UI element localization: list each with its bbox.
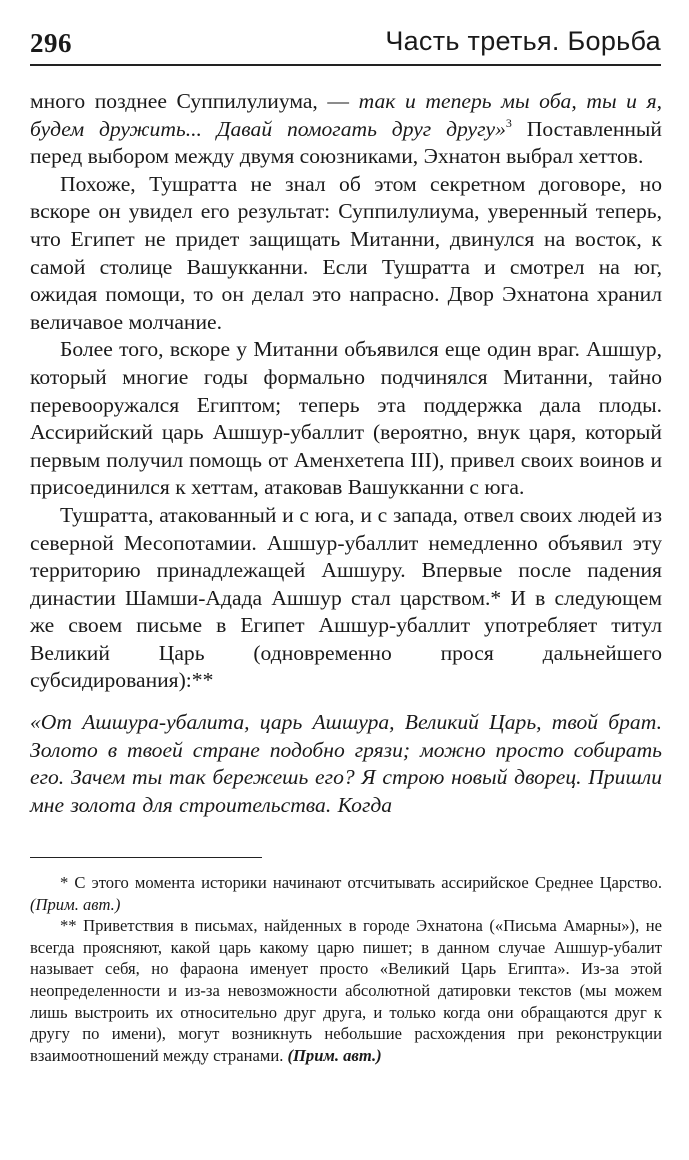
paragraph-text: много позднее Суппилулиума, — bbox=[30, 89, 359, 113]
paragraph-text: Поставленный перед выбором между двумя союзниками, Эхнатон выбрал хеттов. bbox=[30, 116, 662, 169]
paragraph-continued bbox=[30, 88, 662, 171]
page-number: 296 bbox=[30, 28, 72, 58]
note-reference: 3 bbox=[505, 115, 512, 130]
running-head: Часть третья. Борьба bbox=[385, 26, 661, 56]
block-quote: «От Ашшура-убалита, царь Ашшура, Великий Царь, твой брат. Золото в твоей стране подобно грязи; можно просто собирать его. Зачем ты так бережешь его? Я строю новый дворец. Пришли мне золота для строительства. Когда bbox=[30, 710, 662, 817]
paragraph: Похоже, Тушратта не знал об этом секретном договоре, но вскоре он увидел его результат: Суппилулиума, уверенный теперь, что Египет не придет защищать Митанни, двинулся на восток, к самой столице Вашукканни. Если Тушратта и смотрел на юг, ожидая помощи, то он делал это напрасно. Двор Эхнатона хранил величавое молчание. bbox=[30, 171, 662, 334]
footnote bbox=[30, 872, 662, 915]
page-header bbox=[30, 24, 661, 66]
footnote-text: ** Приветствия в письмах, найденных в городе Эхнатона («Письма Амарны»), не всегда проясняют, какой царь какому царю пишет; в данном случае Ашшур-убалит называет себя, но фараона именует просто «Великий Царь Египта». Из-за этой неопределенности и из-за невозможности абсолютной датировки текстов (мы можем лишь выстроить их относительно друг друга, и только когда они обращаются друг к другу по имени), могут возникнуть небольшие расхождения при реконструкции взаимоотношений между странами. bbox=[30, 916, 662, 1065]
paragraph: Более того, вскоре у Митанни объявился еще один враг. Ашшур, который многие годы формально подчинялся Митанни, тайно перевооружался Египтом; теперь эта поддержка дала плоды. Ассирийский царь Ашшур-убаллит (вероятно, внук царя, который первым получил помощь от Аменхетепа III), привел своих воинов и присоединился к хеттам, атаковав Вашукканни с юга. bbox=[30, 337, 662, 500]
footnote-source: (Прим. авт.) bbox=[30, 894, 121, 914]
footnotes bbox=[30, 872, 662, 1066]
paragraph: Тушратта, атакованный и с юга, и с запада, отвел своих людей из северной Месопотамии. Ашшур-убаллит немедленно объявил эту территорию принадлежащей Ашшуру. Впервые после падения династии Шамши-Адада Ашшур стал царством.* И в следующем же своем письме в Египет Ашшур-убаллит употребляет титул Великий Царь (одновременно прося дальнейшего субсидирования):** bbox=[30, 502, 662, 693]
footnote bbox=[30, 915, 662, 1066]
footnote-source: (Прим. авт.) bbox=[287, 1045, 382, 1065]
quoted-text: так и теперь мы оба, ты и я, будем дружить... Давай помогать друг другу» bbox=[30, 89, 663, 141]
main-text bbox=[30, 88, 662, 819]
footnote-divider bbox=[30, 857, 262, 858]
footnote-text: * С этого момента историки начинают отсчитывать ассирийское Среднее Царство. bbox=[60, 873, 662, 892]
